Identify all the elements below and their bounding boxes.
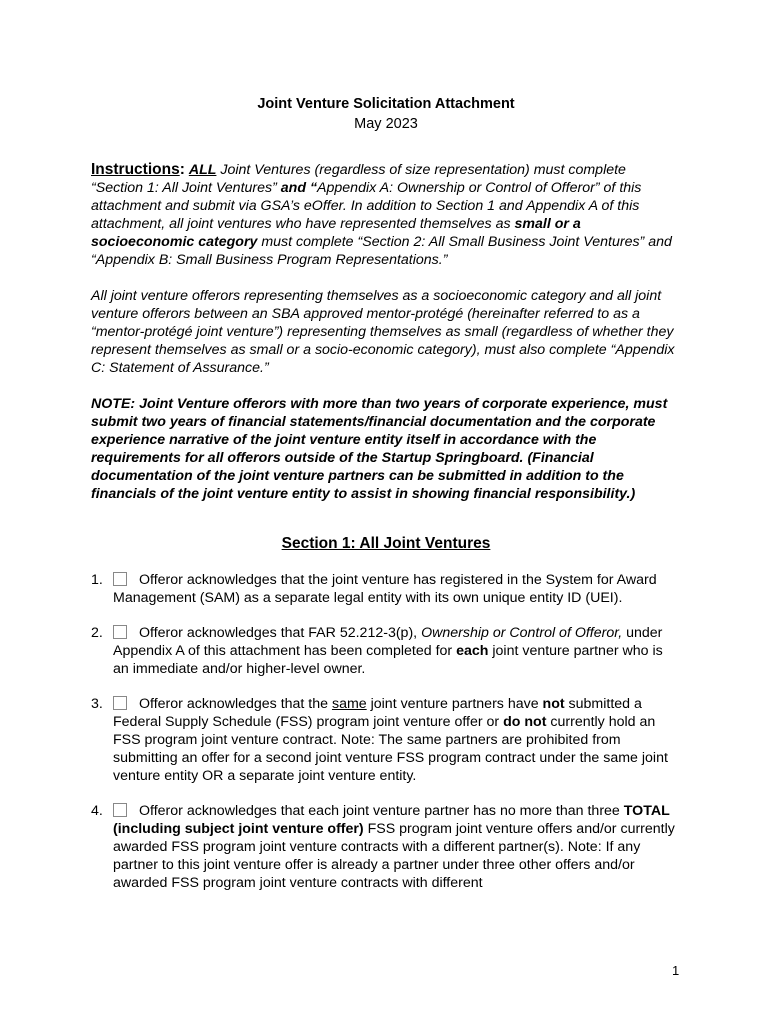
- item-text: Offeror acknowledges that each joint venture partner has no more than three: [139, 803, 624, 819]
- section-1-title: Section 1: All Joint Ventures: [281, 535, 491, 552]
- list-item: [91, 802, 681, 892]
- instructions-text-1: Joint Ventures (regardless of size representation) must complete “Section 1: All Joint Ventures”: [91, 162, 626, 196]
- checkbox-item-4[interactable]: [113, 803, 127, 817]
- instructions-all: ALL: [188, 162, 217, 178]
- instructions-small-category: small or a socioeconomic category: [91, 216, 581, 250]
- instructions-paragraph: [91, 161, 681, 269]
- instructions-text-3: must complete “Section 2: All Small Business Joint Ventures” and “Appendix B: Small Business Program Representations.”: [91, 234, 672, 268]
- checkbox-item-3[interactable]: [113, 696, 127, 710]
- item-number: 2.: [91, 625, 103, 641]
- page-number: 1: [672, 963, 680, 978]
- item-number: 1.: [91, 572, 103, 588]
- document-page: [91, 94, 681, 909]
- item-number: 3.: [91, 696, 103, 712]
- item-text-bold: TOTAL (including subject joint venture offer): [113, 803, 670, 837]
- item-text: Offeror acknowledges that the: [139, 696, 332, 712]
- document-title: Joint Venture Solicitation Attachment: [257, 96, 515, 112]
- section-1-list: [91, 571, 681, 892]
- item-text: submitted a Federal Supply Schedule (FSS) program joint venture offer or: [113, 696, 642, 730]
- item-text: FSS program joint venture offers and/or currently awarded FSS program joint venture contracts with a different partner(s). Note: If any partner to this joint venture offer is already a partner under three other offers and/or awarded FSS program joint venture contracts with different: [113, 821, 675, 891]
- item-text-italic: Ownership or Control of Offeror,: [421, 625, 623, 641]
- note-paragraph: NOTE: Joint Venture offerors with more than two years of corporate experience, must submit two years of financial statements/financial documentation and the corporate experience narrative of the joint venture entity itself in accordance with the requirements for all offerors outside of the Startup Springboard. (Financial documentation of the joint venture partners can be submitted in addition to the financials of the joint venture entity to assist in showing financial responsibility.): [91, 396, 668, 502]
- item-text: Offeror acknowledges that FAR 52.212-3(p),: [139, 625, 422, 641]
- document-date: May 2023: [354, 116, 418, 132]
- list-item: [91, 624, 681, 678]
- item-text: currently hold an FSS program joint venture contract. Note: The same partners are prohibited from submitting an offer for a second joint venture FSS program contract under the same joint venture entity OR a separate joint venture entity.: [113, 714, 668, 784]
- item-text-underline: same: [331, 696, 367, 712]
- item-text-bold: each: [456, 643, 489, 659]
- list-item: [91, 571, 681, 607]
- item-number: 4.: [91, 803, 103, 819]
- item-text-bold: do not: [503, 714, 547, 730]
- item-text-bold: not: [542, 696, 565, 712]
- item-text: joint venture partners have: [366, 696, 543, 712]
- instructions-label: Instructions: [91, 161, 180, 178]
- instructions-colon: :: [179, 161, 185, 178]
- item-text: joint venture partner who is an immediate and/or higher-level owner.: [113, 643, 663, 677]
- list-item: [91, 695, 681, 785]
- item-text: under Appendix A of this attachment has been completed for: [113, 625, 663, 659]
- instructions-and: and “: [280, 180, 318, 196]
- item-text: Offeror acknowledges that the joint venture has registered in the System for Award Management (SAM) as a separate legal entity with its own unique entity ID (UEI).: [113, 572, 657, 606]
- checkbox-item-1[interactable]: [113, 572, 127, 586]
- socioeconomic-paragraph: All joint venture offerors representing themselves as a socioeconomic category and all joint venture offerors between an SBA approved mentor-protégé (hereinafter referred to as a “mentor-protégé joint venture”) representing themselves as small (regardless of whether they represent themselves as small or a socio-economic category), must also complete “Appendix C: Statement of Assurance.”: [91, 288, 675, 376]
- checkbox-item-2[interactable]: [113, 625, 127, 639]
- instructions-text-2: Appendix A: Ownership or Control of Offeror” of this attachment and submit via GSA’s eOffer. In addition to Section 1 and Appendix A of this attachment, all joint ventures who have represented themselves as: [91, 180, 642, 232]
